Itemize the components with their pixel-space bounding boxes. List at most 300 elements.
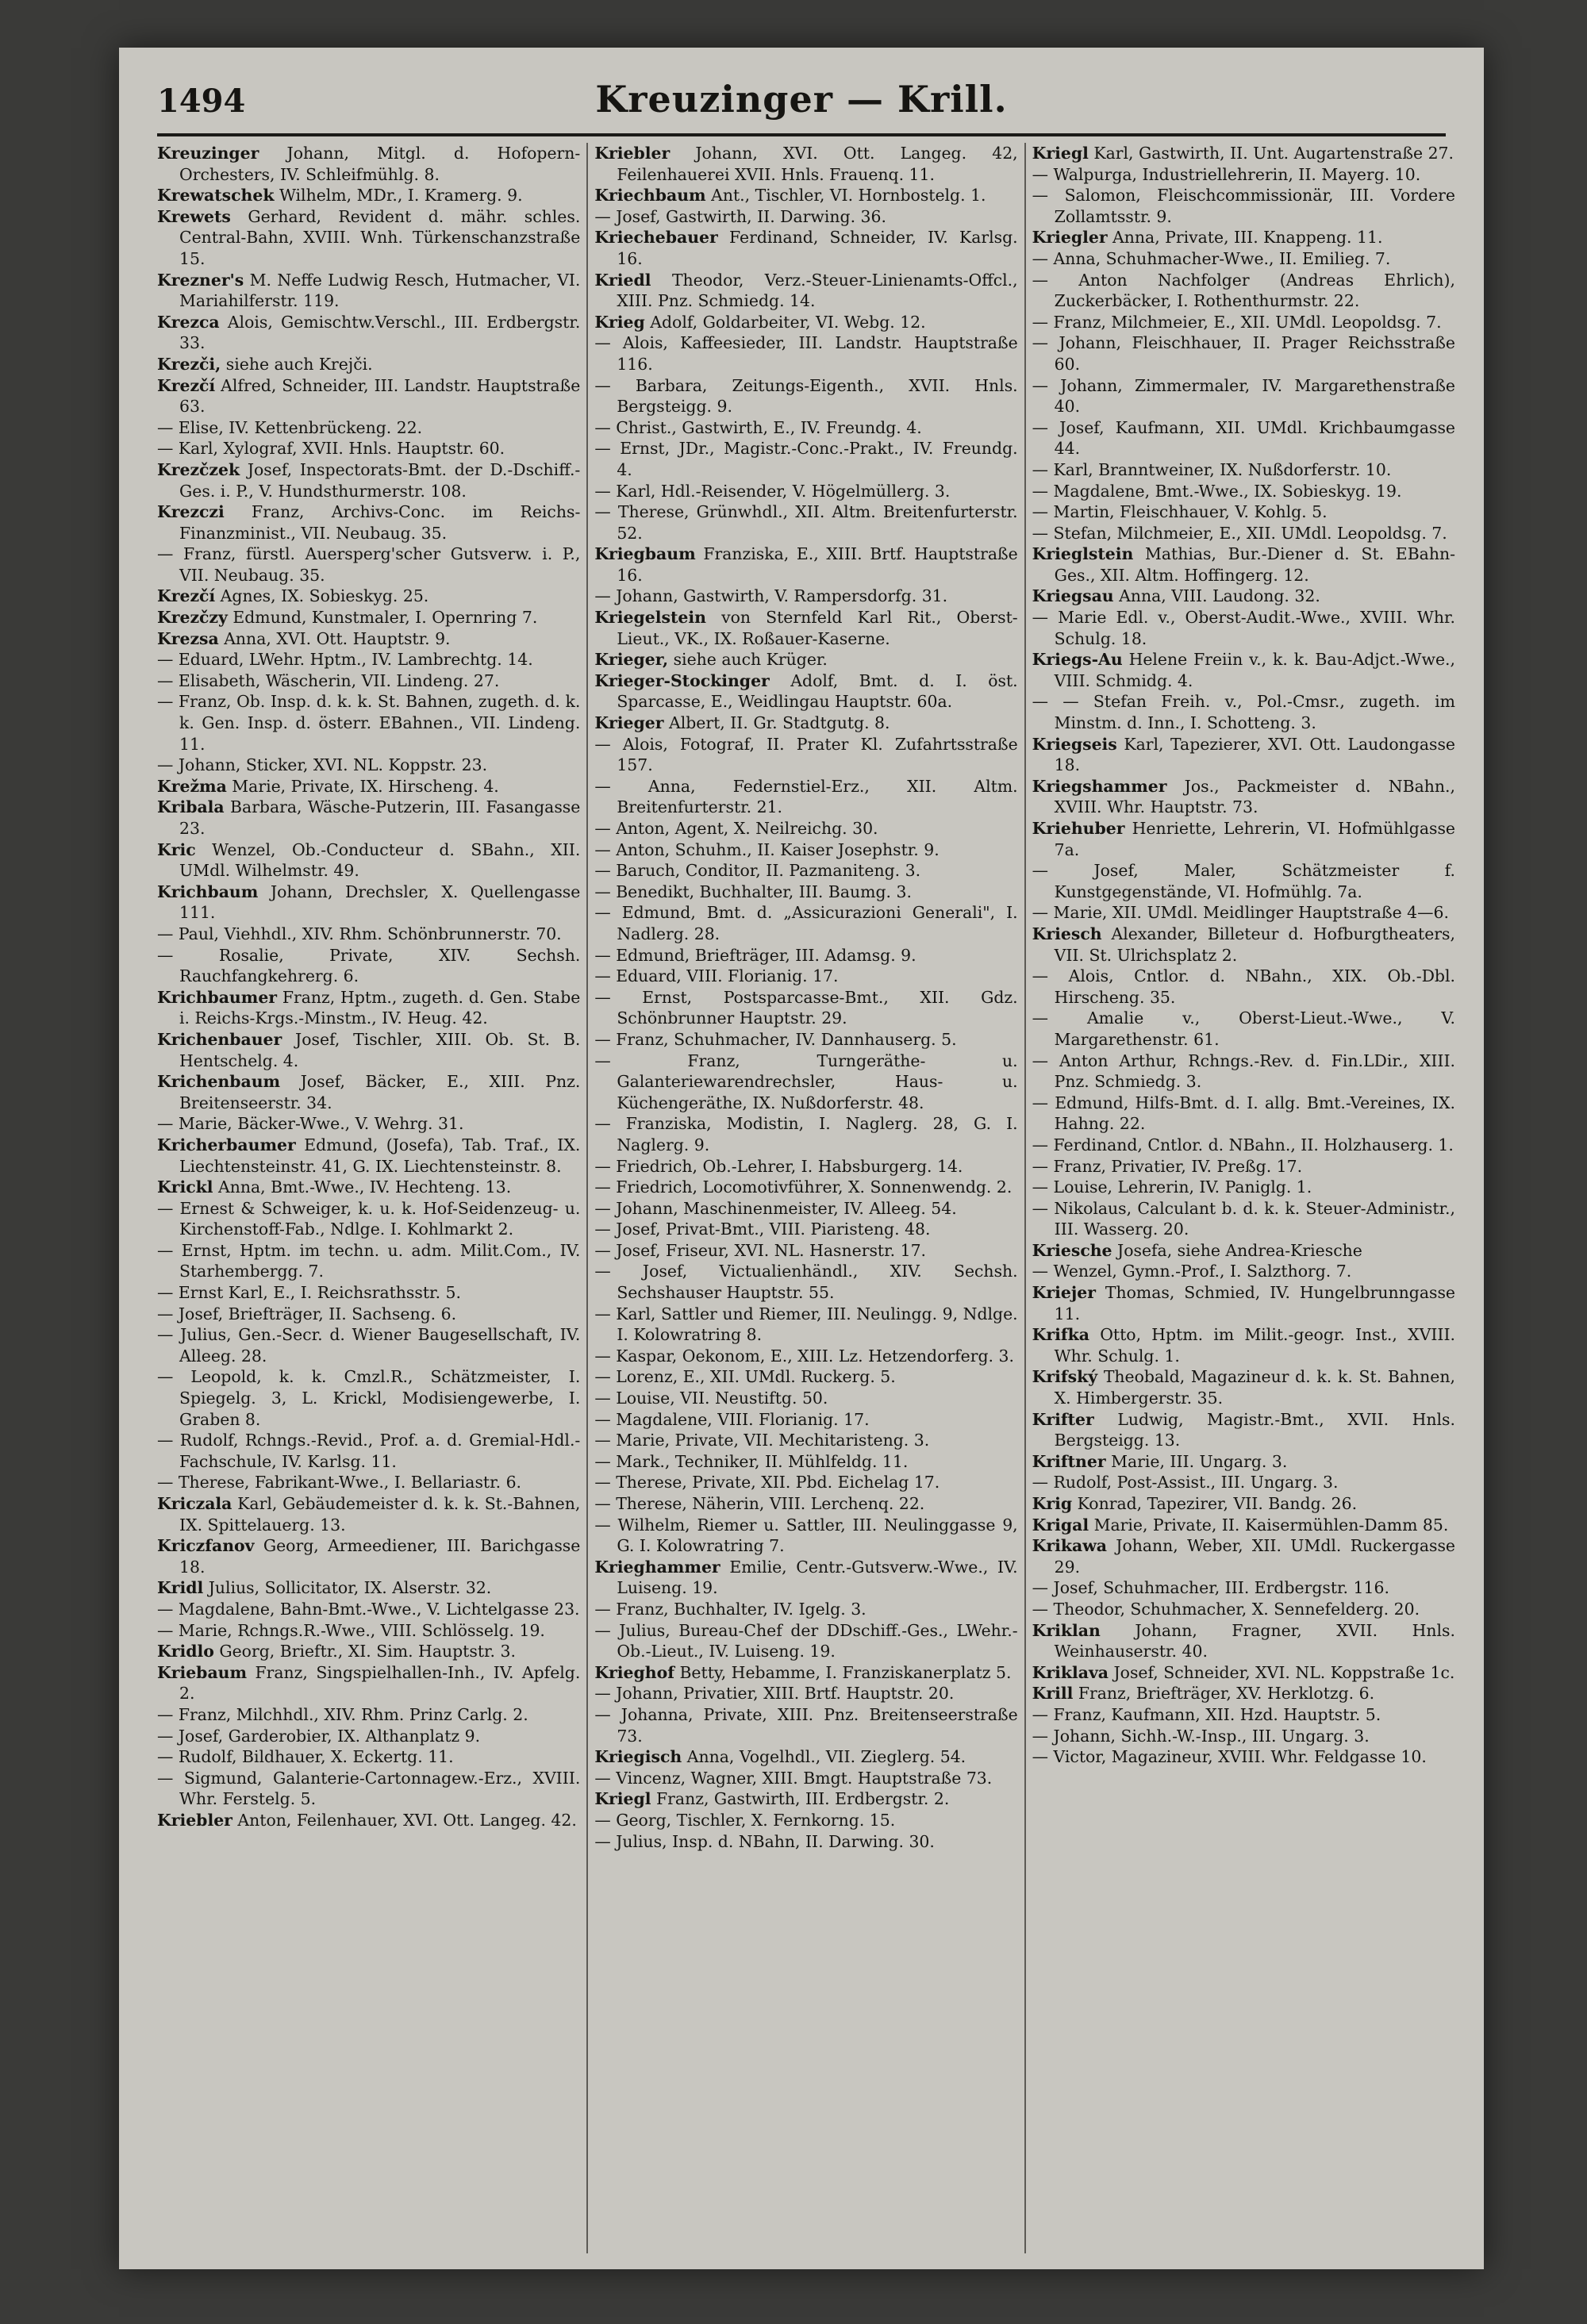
entry-details: — Johanna, Private, XIII. Pnz. Breitenseerstraße 73.	[594, 1704, 1018, 1746]
entry-details: — Anton Arthur, Rchngs.-Rev. d. Fin.LDir., XIII. Pnz. Schmiedg. 3.	[1032, 1051, 1455, 1092]
entry-surname: Kriegshammer	[1032, 776, 1167, 796]
entry-details: — Julius, Insp. d. NBahn, II. Darwing. 30.	[594, 1831, 935, 1851]
entry-details: — Johann, Sichh.-W.-Insp., III. Ungarg. 3.	[1032, 1726, 1370, 1746]
directory-entry	[157, 312, 580, 354]
directory-entry	[157, 945, 580, 987]
entry-details: Konrad, Tapezirer, VII. Bandg. 26.	[1077, 1494, 1358, 1513]
entry-details: — Franz, Buchhalter, IV. Igelg. 3.	[594, 1599, 867, 1619]
directory-entry	[1032, 607, 1455, 649]
entry-surname: Kricherbaumer	[157, 1135, 296, 1154]
entry-details: Edmund, (Josefa), Tab. Traf., IX. Liechtensteinstr. 41, G. IX. Liechtensteinstr. 8.	[179, 1135, 581, 1176]
entry-surname: Krill	[1032, 1684, 1074, 1704]
directory-entry	[1032, 1051, 1455, 1093]
column-1	[157, 143, 588, 2253]
entry-details: — Benedikt, Buchhalter, III. Baumg. 3.	[594, 882, 912, 901]
entry-details: — Eduard, VIII. Florianig. 17.	[594, 966, 839, 986]
entry-details: Karl, Gastwirth, II. Unt. Augartenstraße 27.	[1093, 144, 1454, 163]
directory-entry	[594, 1788, 1017, 1810]
directory-entry	[594, 1113, 1017, 1155]
entry-details: Franz, Briefträger, XV. Herklotzg. 6.	[1078, 1684, 1375, 1704]
directory-entry	[157, 1704, 580, 1726]
entry-surname: Kridl	[157, 1578, 204, 1598]
entry-details: Alexander, Billeteur d. Hofburgtheaters, VII. St. Ulrichsplatz 2.	[1054, 924, 1455, 965]
directory-entry	[1032, 1599, 1455, 1620]
directory-entry	[157, 649, 580, 670]
directory-entry	[594, 649, 1017, 670]
entry-details: — Friedrich, Locomotivführer, X. Sonnenwendg. 2.	[594, 1177, 1013, 1197]
directory-entry	[1032, 1535, 1455, 1577]
entry-details: — Edmund, Bmt. d. „Assicurazioni Generali", I. Nadlerg. 28.	[594, 903, 1018, 943]
entry-details: Ludwig, Magistr.-Bmt., XVII. Hnls. Bergsteigg. 13.	[1054, 1409, 1455, 1450]
entry-details: — Ernst, JDr., Magistr.-Conc.-Prakt., IV. Freundg. 4.	[594, 439, 1018, 479]
directory-entry	[157, 1282, 580, 1304]
entry-surname: Krichenbaum	[157, 1072, 281, 1092]
directory-entry	[1032, 1746, 1455, 1768]
directory-entry	[1032, 1282, 1455, 1324]
directory-entry	[157, 1029, 580, 1071]
directory-entry	[157, 839, 580, 882]
directory-entry	[594, 902, 1017, 944]
entry-details: Marie, Private, IX. Hirscheng. 4.	[232, 776, 499, 796]
directory-entry	[1032, 544, 1455, 586]
entry-surname: Krezca	[157, 312, 220, 332]
directory-entry	[1032, 1240, 1455, 1262]
entry-details: siehe auch Krejči.	[225, 354, 373, 374]
directory-entry	[594, 1388, 1017, 1409]
entry-details: — Karl, Xylograf, XVII. Hnls. Hauptstr. 60.	[157, 439, 505, 459]
entry-details: — Franz, Ob. Insp. d. k. k. St. Bahnen, zugeth. d. k. k. Gen. Insp. d. österr. EBahnen., VII. Lindeng. 11.	[157, 692, 581, 754]
directory-entry	[1032, 1451, 1455, 1473]
directory-entry	[594, 1599, 1017, 1620]
directory-entry	[157, 143, 580, 185]
directory-entry	[1032, 1177, 1455, 1198]
entry-details: — Magdalene, VIII. Florianig. 17.	[594, 1409, 870, 1429]
directory-entry	[594, 1810, 1017, 1831]
directory-entry	[157, 185, 580, 206]
entry-details: — Anton Nachfolger (Andreas Ehrlich), Zuckerbäcker, I. Rothenthurmstr. 22.	[1032, 270, 1455, 311]
directory-entry	[594, 586, 1017, 607]
entry-details: — Stefan, Milchmeier, E., XII. UMdl. Leopoldsg. 7.	[1032, 523, 1447, 543]
entry-details: Mathias, Bur.-Diener d. St. EBahn-Ges., XII. Altm. Hoffingerg. 12.	[1054, 544, 1455, 585]
entry-surname: Kriegs-Au	[1032, 650, 1123, 670]
directory-entry	[1032, 164, 1455, 186]
directory-entry	[594, 818, 1017, 839]
entry-details: — Josef, Maler, Schätzmeister f. Kunstgegenstände, VI. Hofmühlg. 7a.	[1032, 861, 1455, 901]
directory-page	[119, 48, 1484, 2269]
entry-details: Ferdinand, Schneider, IV. Karlsg. 16.	[617, 228, 1018, 268]
entry-details: — Johann, Privatier, XIII. Brtf. Hauptstr. 20.	[594, 1684, 955, 1704]
directory-entry	[1032, 966, 1455, 1008]
directory-entry	[594, 1304, 1017, 1346]
directory-entry	[157, 1810, 580, 1831]
directory-entry	[157, 1599, 580, 1620]
entry-details: Otto, Hptm. im Milit.-geogr. Inst., XVIII. Whr. Schulg. 1.	[1054, 1325, 1455, 1366]
entry-details: Marie, Private, II. Kaisermühlen-Damm 85.	[1093, 1515, 1449, 1535]
directory-entry	[594, 1662, 1017, 1684]
entry-details: — Anna, Schuhmacher-Wwe., II. Emilieg. 7.	[1032, 248, 1391, 268]
entry-surname: Krickl	[157, 1177, 213, 1197]
directory-entry	[157, 459, 580, 501]
entry-surname: Kriegl	[1032, 144, 1089, 163]
entry-details: — Baruch, Conditor, II. Pazmaniteng. 3.	[594, 861, 921, 881]
directory-entry	[1032, 185, 1455, 227]
entry-details: — Josef, Friseur, XVI. NL. Hasnerstr. 17.	[594, 1240, 927, 1260]
entry-details: — Victor, Magazineur, XVIII. Whr. Feldgasse 10.	[1032, 1747, 1427, 1767]
directory-entry	[594, 185, 1017, 206]
entry-details: Karl, Tapezierer, XVI. Ott. Laudongasse 18.	[1054, 734, 1455, 775]
directory-entry	[1032, 248, 1455, 270]
entry-surname: Kriczala	[157, 1494, 232, 1513]
entry-details: Anna, Vogelhdl., VII. Zieglerg. 54.	[686, 1747, 966, 1767]
entry-details: Josef, Tischler, XIII. Ob. St. B. Hentschelg. 4.	[179, 1029, 581, 1070]
directory-entry	[594, 1051, 1017, 1114]
entry-details: Albert, II. Gr. Stadtgutg. 8.	[668, 713, 890, 733]
entry-details: Wenzel, Ob.-Conducteur d. SBahn., XII. UMdl. Wilhelmstr. 49.	[179, 839, 581, 881]
entry-details: — Rudolf, Rchngs.-Revid., Prof. a. d. Gremial-Hdl.-Fachschule, IV. Karlsg. 11.	[157, 1431, 581, 1471]
entry-details: — Marie Edl. v., Oberst-Audit.-Wwe., XVIII. Whr. Schulg. 18.	[1032, 608, 1455, 648]
entry-details: — Anton, Schuhm., II. Kaiser Josephstr. 9.	[594, 839, 940, 859]
directory-entry	[594, 713, 1017, 734]
entry-details: — Franz, Kaufmann, XII. Hzd. Hauptstr. 5.	[1032, 1704, 1381, 1724]
directory-entry	[1032, 1515, 1455, 1536]
entry-details: — Louise, VII. Neustiftg. 50.	[594, 1389, 828, 1408]
directory-entry	[594, 270, 1017, 312]
directory-entry	[157, 1535, 580, 1577]
entry-surname: Krezsa	[157, 628, 219, 648]
directory-entry	[157, 1198, 580, 1240]
directory-entry	[157, 501, 580, 544]
entry-details: — Elise, IV. Kettenbrückeng. 22.	[157, 417, 423, 437]
entry-details: — Christ., Gastwirth, E., IV. Freundg. 4.	[594, 417, 922, 437]
directory-entry	[157, 1620, 580, 1642]
entry-details: — Alois, Fotograf, II. Prater Kl. Zufahrtsstraße 157.	[594, 734, 1018, 775]
directory-entry	[594, 312, 1017, 333]
entry-details: — Therese, Näherin, VIII. Lerchenq. 22.	[594, 1494, 925, 1513]
entry-surname: Krežma	[157, 776, 227, 796]
entry-details: — Johann, Maschinenmeister, IV. Alleeg. 54.	[594, 1198, 957, 1218]
entry-surname: Krezčzy	[157, 608, 228, 628]
entry-details: — Theodor, Schuhmacher, X. Sennefelderg. 20.	[1032, 1599, 1420, 1619]
directory-entry	[1032, 1135, 1455, 1156]
directory-entry	[594, 860, 1017, 882]
entry-details: — Anna, Federnstiel-Erz., XII. Altm. Breitenfurterstr. 21.	[594, 776, 1018, 817]
entry-details: — Johann, Sticker, XVI. NL. Koppstr. 23.	[157, 755, 488, 775]
directory-entry	[157, 1746, 580, 1768]
directory-entry	[594, 1451, 1017, 1473]
entry-details: — Johann, Zimmermaler, IV. Margarethenstraße 40.	[1032, 375, 1455, 417]
entry-details: Adolf, Goldarbeiter, VI. Webg. 12.	[650, 312, 926, 332]
entry-surname: Kriegseis	[1032, 734, 1117, 754]
entry-details: Josefa, siehe Andrea-Kriesche	[1117, 1240, 1362, 1260]
entry-surname: Kriczfanov	[157, 1536, 255, 1556]
entry-details: Johann, XVI. Ott. Langeg. 42, Feilenhauerei XVII. Hnls. Frauenq. 11.	[617, 144, 1018, 184]
entry-details: siehe auch Krüger.	[673, 650, 828, 670]
directory-entry	[157, 375, 580, 417]
entry-details: Edmund, Kunstmaler, I. Opernring 7.	[232, 608, 538, 628]
directory-entry	[157, 628, 580, 650]
directory-entry	[594, 1620, 1017, 1662]
entry-details: — Paul, Viehhdl., XIV. Rhm. Schönbrunnerstr. 70.	[157, 924, 562, 943]
entry-surname: Krewatschek	[157, 186, 275, 206]
directory-entry	[594, 1472, 1017, 1493]
entry-details: — Eduard, LWehr. Hptm., IV. Lambrechtg. 14.	[157, 650, 533, 670]
entry-details: Marie, III. Ungarg. 3.	[1111, 1451, 1288, 1471]
directory-entry	[1032, 270, 1455, 312]
directory-entry	[594, 670, 1017, 713]
column-2	[594, 143, 1025, 2253]
directory-entry	[1032, 860, 1455, 902]
directory-entry	[1032, 1577, 1455, 1599]
entry-details: Franz, Hptm., zugeth. d. Gen. Stabe i. Reichs-Krgs.-Minstm., IV. Heug. 42.	[179, 987, 581, 1028]
entry-details: Barbara, Wäsche-Putzerin, III. Fasangasse 23.	[179, 797, 581, 838]
entry-details: Julius, Sollicitator, IX. Alserstr. 32.	[208, 1578, 492, 1598]
entry-details: — Franz, Milchmeier, E., XII. UMdl. Leopoldsg. 7.	[1032, 312, 1442, 332]
entry-details: — Edmund, Hilfs-Bmt. d. I. allg. Bmt.-Vereines, IX. Hahng. 22.	[1032, 1093, 1455, 1134]
directory-entry	[1032, 312, 1455, 333]
directory-entry	[157, 1726, 580, 1747]
entry-details: — Franz, Milchhdl., XIV. Rhm. Prinz Carlg. 2.	[157, 1704, 528, 1724]
directory-entry	[1032, 1493, 1455, 1515]
entry-surname: Kriebler	[594, 144, 671, 163]
directory-entry	[1032, 1008, 1455, 1050]
directory-entry	[157, 1324, 580, 1366]
entry-details: — Kaspar, Oekonom, E., XIII. Lz. Hetzendorferg. 3.	[594, 1346, 1014, 1366]
entry-details: — Louise, Lehrerin, IV. Paniglg. 1.	[1032, 1177, 1312, 1197]
directory-entry	[594, 1493, 1017, 1515]
directory-entry	[594, 1029, 1017, 1051]
entry-surname: Kriebaum	[157, 1662, 248, 1682]
entry-details: — Franz, Turngeräthe- u. Galanteriewarendrechsler, Haus- u. Küchengeräthe, IX. Nußdorferstr. 48.	[594, 1051, 1018, 1112]
entry-surname: Krifský	[1032, 1367, 1098, 1387]
directory-entry	[594, 1515, 1017, 1557]
directory-entry	[1032, 332, 1455, 375]
entry-surname: Kriechbaum	[594, 186, 706, 206]
entry-surname: Krieger-Stockinger	[594, 670, 770, 690]
entry-details: — Josef, Schuhmacher, III. Erdbergstr. 116.	[1032, 1578, 1389, 1598]
directory-entry	[157, 924, 580, 945]
directory-entry	[157, 882, 580, 924]
entry-details: Alfred, Schneider, III. Landstr. Hauptstraße 63.	[179, 375, 581, 417]
entry-details: — Ernst, Hptm. im techn. u. adm. Milit.Com., IV. Starhembergg. 7.	[157, 1240, 581, 1281]
entry-details: — Josef, Briefträger, II. Sachseng. 6.	[157, 1304, 457, 1323]
entry-details: — Salomon, Fleischcommissionär, III. Vordere Zollamtsstr. 9.	[1032, 186, 1455, 226]
entry-details: — Josef, Gastwirth, II. Darwing. 36.	[594, 206, 886, 226]
entry-details: — Marie, XII. UMdl. Meidlinger Hauptstraße 4—6.	[1032, 903, 1449, 923]
directory-entry	[157, 1493, 580, 1535]
entry-details: — Marie, Bäcker-Wwe., V. Wehrg. 31.	[157, 1114, 464, 1134]
entry-surname: Kriegsau	[1032, 586, 1114, 606]
directory-entry	[594, 1683, 1017, 1704]
directory-entry	[1032, 1409, 1455, 1451]
entry-details: Josef, Inspectorats-Bmt. der D.-Dschiff.-Ges. i. P., V. Hundsthurmerstr. 108.	[179, 459, 581, 501]
entry-surname: Kriegbaum	[594, 544, 696, 564]
entry-surname: Krichenbauer	[157, 1029, 282, 1049]
entry-details: Franz, Singspielhallen-Inh., IV. Apfelg. 2.	[179, 1662, 581, 1704]
directory-entry	[594, 481, 1017, 502]
entry-surname: Kriegler	[1032, 228, 1108, 248]
directory-entry	[594, 1240, 1017, 1262]
entry-surname: Krezner's	[157, 270, 244, 290]
entry-surname: Kriesch	[1032, 924, 1102, 943]
directory-entry	[594, 1746, 1017, 1768]
entry-details: Johann, Mitgl. d. Hofopern-Orchesters, IV. Schleifmühlg. 8.	[179, 144, 581, 184]
entry-surname: Krieger	[594, 713, 664, 733]
entry-details: — Edmund, Briefträger, III. Adamsg. 9.	[594, 945, 916, 965]
directory-entry	[594, 1219, 1017, 1240]
directory-entry	[157, 755, 580, 776]
entry-details: — Ernest & Schweiger, k. u. k. Hof-Seidenzeug- u. Kirchenstoff-Fab., Ndlge. I. Kohlmarkt 2.	[157, 1198, 581, 1239]
entry-details: Franz, Gastwirth, III. Erdbergstr. 2.	[656, 1789, 950, 1809]
entry-surname: Krieg	[594, 312, 645, 332]
entry-surname: Krewets	[157, 206, 231, 226]
entry-surname: Krifter	[1032, 1409, 1094, 1429]
entry-surname: Krezčí	[157, 375, 216, 395]
entry-details: — Franziska, Modistin, I. Naglerg. 28, G. I. Naglerg. 9.	[594, 1114, 1018, 1154]
entry-surname: Kriehuber	[1032, 819, 1125, 838]
entry-details: Franz, Archivs-Conc. im Reichs-Finanzminist., VII. Neubaug. 35.	[179, 502, 581, 543]
directory-entry	[1032, 1366, 1455, 1408]
entry-details: — Ernst Karl, E., I. Reichsrathsstr. 5.	[157, 1283, 461, 1303]
entry-details: — Therese, Grünwhdl., XII. Altm. Breitenfurterstr. 52.	[594, 502, 1018, 543]
entry-details: — Leopold, k. k. Cmzl.R., Schätzmeister, I. Spiegelg. 3, L. Krickl, Modisiengewerbe, I. Graben 8.	[157, 1367, 581, 1429]
directory-entry	[157, 544, 580, 586]
entry-surname: Kriegelstein	[594, 608, 706, 628]
entry-surname: Kriedl	[594, 270, 651, 290]
entry-details: Gerhard, Revident d. mähr. schles. Central-Bahn, XVIII. Wnh. Türkenschanzstraße 15.	[179, 206, 581, 268]
entry-details: — Anton, Agent, X. Neilreichg. 30.	[594, 819, 878, 838]
entry-details: Thomas, Schmied, IV. Hungelbrunngasse 11.	[1054, 1283, 1455, 1323]
entry-details: Theodor, Verz.-Steuer-Linienamts-Offcl., XIII. Pnz. Schmiedg. 14.	[617, 270, 1018, 311]
entry-details: Anton, Feilenhauer, XVI. Ott. Langeg. 42.	[237, 1810, 577, 1830]
entry-details: — Josef, Victualienhändl., XIV. Sechsh. Sechshauser Hauptstr. 55.	[594, 1262, 1018, 1303]
entry-details: Anna, Private, III. Knappeng. 11.	[1112, 228, 1383, 248]
directory-entry	[157, 1768, 580, 1810]
directory-entry	[157, 1662, 580, 1704]
entry-surname: Krichbaumer	[157, 987, 278, 1007]
page-header	[157, 78, 1446, 129]
directory-entry	[157, 206, 580, 270]
directory-entry	[1032, 1662, 1455, 1684]
entry-details: — Julius, Gen.-Secr. d. Wiener Baugesellschaft, IV. Alleeg. 28.	[157, 1325, 581, 1366]
directory-entry	[594, 882, 1017, 903]
entry-details: — Marie, Private, VII. Mechitaristeng. 3.	[594, 1431, 930, 1450]
entry-details: — Friedrich, Ob.-Lehrer, I. Habsburgerg. 14.	[594, 1156, 963, 1176]
entry-details: Alois, Gemischtw.Verschl., III. Erdbergstr. 33.	[179, 312, 581, 353]
directory-entry	[157, 1366, 580, 1430]
directory-entry	[1032, 924, 1455, 966]
directory-entry	[594, 1346, 1017, 1367]
entry-details: — Josef, Kaufmann, XII. UMdl. Krichbaumgasse 44.	[1032, 417, 1455, 459]
entry-details: Theobald, Magazineur d. k. k. St. Bahnen, X. Himbergerstr. 35.	[1054, 1367, 1455, 1408]
entry-details: Adolf, Bmt. d. I. öst. Sparcasse, E., Weidlingau Hauptstr. 60a.	[617, 670, 1018, 712]
directory-entry	[594, 945, 1017, 966]
entry-details: — Magdalene, Bahn-Bmt.-Wwe., V. Lichtelgasse 23.	[157, 1599, 580, 1619]
directory-entry	[594, 1177, 1017, 1198]
entry-details: — Therese, Fabrikant-Wwe., I. Bellariastr. 6.	[157, 1473, 522, 1492]
entry-details: Jos., Packmeister d. NBahn., XVIII. Whr. Hauptstr. 73.	[1054, 776, 1455, 817]
entry-details: Karl, Gebäudemeister d. k. k. St.-Bahnen, IX. Spittelauerg. 13.	[179, 1494, 581, 1535]
entry-details: — Wilhelm, Riemer u. Sattler, III. Neulinggasse 9, G. I. Kolowratring 7.	[594, 1515, 1018, 1556]
directory-entry	[594, 417, 1017, 439]
entry-surname: Kriebler	[157, 1810, 232, 1830]
directory-entry	[1032, 1683, 1455, 1704]
directory-entry	[157, 691, 580, 755]
entry-details: Agnes, IX. Sobieskyg. 25.	[220, 586, 429, 606]
entry-surname: Krezczi	[157, 502, 225, 522]
directory-entry	[594, 987, 1017, 1029]
columns	[157, 143, 1462, 2253]
directory-entry	[594, 332, 1017, 375]
entry-details: Emilie, Centr.-Gutsverw.-Wwe., IV. Luiseng. 19.	[617, 1557, 1018, 1598]
entry-details: — Barbara, Zeitungs-Eigenth., XVII. Hnls. Bergsteigg. 9.	[594, 375, 1018, 417]
directory-entry	[594, 227, 1017, 269]
entry-surname: Kriklava	[1032, 1662, 1109, 1682]
entry-details: — Julius, Bureau-Chef der DDschiff.-Ges., LWehr.-Ob.-Lieut., IV. Luiseng. 19.	[594, 1620, 1018, 1661]
entry-surname: Kriejer	[1032, 1283, 1096, 1303]
entry-surname: Krifka	[1032, 1325, 1089, 1345]
entry-details: — Martin, Fleischhauer, V. Kohlg. 5.	[1032, 502, 1328, 522]
directory-entry	[594, 1430, 1017, 1451]
entry-surname: Krichbaum	[157, 882, 259, 901]
directory-entry	[1032, 902, 1455, 924]
entry-details: — Walpurga, Industriellehrerin, II. Mayerg. 10.	[1032, 164, 1421, 184]
directory-entry	[157, 1240, 580, 1282]
directory-entry	[1032, 1620, 1455, 1662]
entry-details: — Lorenz, E., XII. UMdl. Ruckerg. 5.	[594, 1367, 896, 1387]
entry-details: — Rudolf, Bildhauer, X. Eckertg. 11.	[157, 1747, 454, 1767]
directory-entry	[157, 1113, 580, 1135]
directory-entry	[157, 607, 580, 628]
entry-surname: Kribala	[157, 797, 225, 817]
directory-entry	[1032, 649, 1455, 691]
entry-details: — Rudolf, Post-Assist., III. Ungarg. 3.	[1032, 1473, 1339, 1492]
entry-details: — Johann, Gastwirth, V. Rampersdorfg. 31.	[594, 586, 948, 606]
entry-details: — Magdalene, Bmt.-Wwe., IX. Sobieskyg. 19.	[1032, 481, 1402, 501]
running-title: Kreuzinger — Krill.	[595, 78, 1008, 121]
entry-details: Wilhelm, MDr., I. Kramerg. 9.	[279, 186, 523, 206]
entry-surname: Kreuzinger	[157, 144, 259, 163]
entry-surname: Krezčzek	[157, 459, 240, 479]
directory-entry	[594, 1366, 1017, 1388]
entry-details: — Alois, Cntlor. d. NBahn., XIX. Ob.-Dbl. Hirscheng. 35.	[1032, 966, 1455, 1007]
directory-entry	[594, 607, 1017, 649]
entry-details: — Sigmund, Galanterie-Cartonnagew.-Erz., XVIII. Whr. Ferstelg. 5.	[157, 1768, 581, 1809]
entry-surname: Kriklan	[1032, 1620, 1101, 1640]
directory-entry	[157, 1135, 580, 1177]
directory-entry	[1032, 1324, 1455, 1366]
entry-details: Anna, XVI. Ott. Hauptstr. 9.	[224, 628, 451, 648]
directory-entry	[594, 1768, 1017, 1789]
entry-details: von Sternfeld Karl Rit., Oberst-Lieut., VK., IX. Roßauer-Kaserne.	[617, 608, 1018, 648]
entry-surname: Krieglstein	[1032, 544, 1134, 564]
directory-entry	[1032, 1198, 1455, 1240]
entry-details: — Josef, Garderobier, IX. Althanplatz 9.	[157, 1726, 481, 1746]
directory-entry	[1032, 734, 1455, 776]
entry-details: Anna, Bmt.-Wwe., IV. Hechteng. 13.	[218, 1177, 512, 1197]
entry-details: Josef, Schneider, XVI. NL. Koppstraße 1c.	[1113, 1662, 1455, 1682]
entry-details: Franziska, E., XIII. Brtf. Hauptstraße 16.	[617, 544, 1018, 585]
entry-details: — Franz, Schuhmacher, IV. Dannhauserg. 5.	[594, 1029, 957, 1049]
directory-entry	[1032, 1156, 1455, 1177]
entry-surname: Kriechebauer	[594, 228, 718, 248]
directory-entry	[594, 143, 1017, 185]
entry-details: — Johann, Fleischhauer, II. Prager Reichsstraße 60.	[1032, 333, 1455, 374]
entry-surname: Kriesche	[1032, 1240, 1112, 1260]
entry-details: Anna, VIII. Laudong. 32.	[1119, 586, 1320, 606]
entry-details: Johann, Drechsler, X. Quellengasse 111.	[179, 882, 581, 923]
directory-entry	[157, 586, 580, 607]
entry-details: — Georg, Tischler, X. Fernkorng. 15.	[594, 1810, 896, 1830]
